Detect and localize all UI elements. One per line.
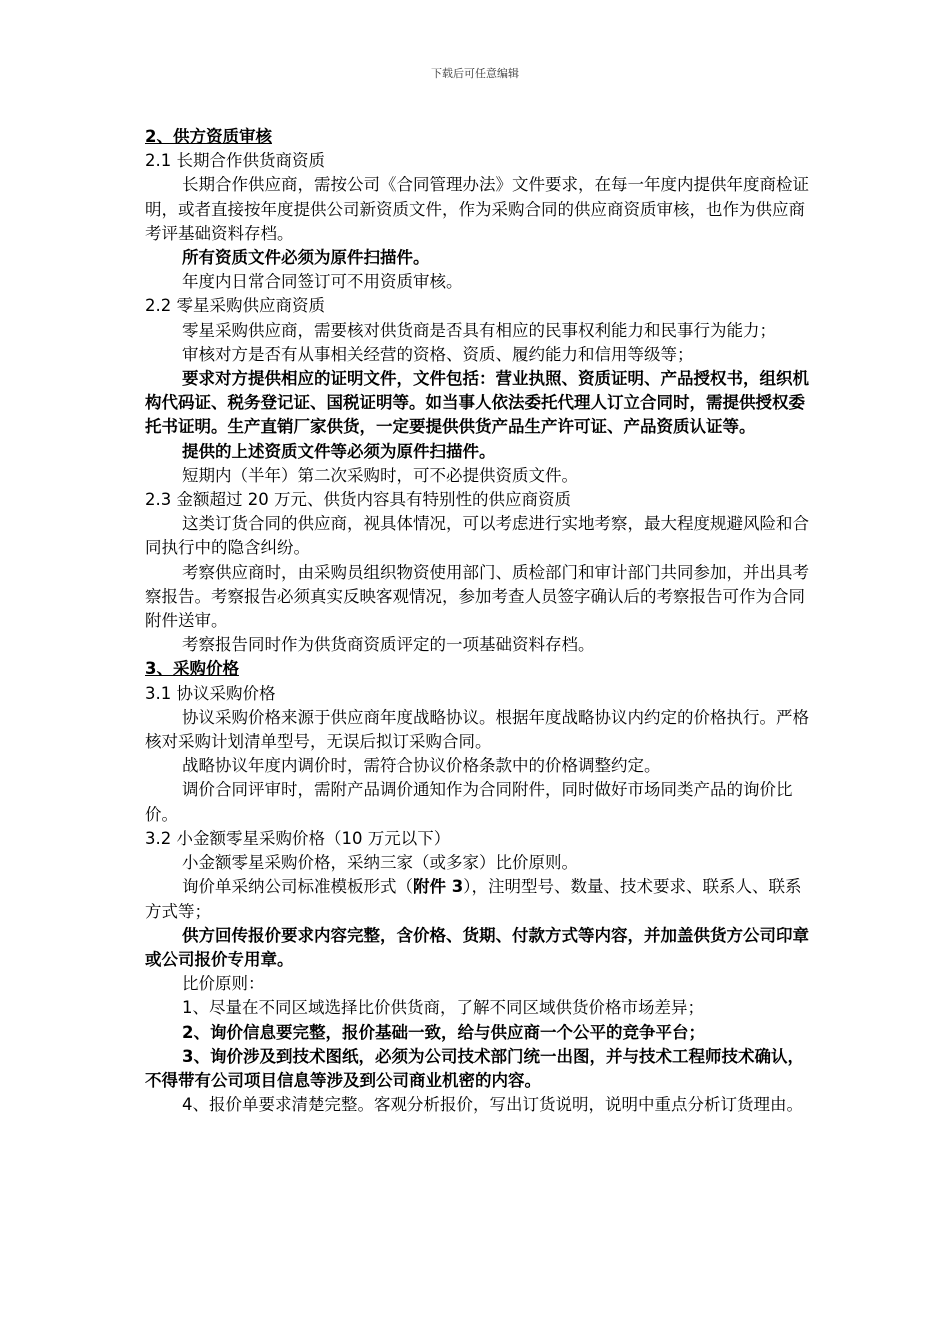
bold-paragraph: 所有资质文件必须为原件扫描件。 [182, 248, 430, 268]
subsection-heading-2-1: 2.1 长期合作供货商资质 [145, 151, 325, 171]
document-body [145, 125, 810, 1117]
list-item: 2、询价信息要完整，报价基础一致，给与供应商一个公平的竞争平台； [182, 1022, 705, 1042]
header-note: 下载后可任意编辑 [431, 67, 519, 80]
text-segment: 询价单采纳公司标准模板形式（ [182, 877, 413, 897]
section-heading-supplier-qualification: 2、供方资质审核 [145, 127, 272, 146]
paragraph: 协议采购价格来源于供应商年度战略协议。根据年度战略协议内约定的价格执行。严格核对采购计划清单型号，无误后拟订采购合同。 [145, 707, 809, 752]
paragraph: 考察供应商时，由采购员组织物资使用部门、质检部门和审计部门共同参加，并出具考察报告。考察报告必须真实反映客观情况，参加考查人员签字确认后的考察报告可作为合同附件送审。 [145, 562, 809, 631]
paragraph: 零星采购供应商，需要核对供货商是否具有相应的民事权利能力和民事行为能力； [182, 320, 776, 340]
subsection-heading-3-2: 3.2 小金额零星采购价格（10 万元以下） [145, 828, 451, 848]
bold-paragraph: 供方回传报价要求内容完整，含价格、货期、付款方式等内容，并加盖供货方公司印章或公司报价专用章。 [145, 925, 809, 969]
list-item: 3、询价涉及到技术图纸，必须为公司技术部门统一出图，并与技术工程师技术确认，不得带有公司项目信息等涉及到公司商业机密的内容。 [145, 1046, 804, 1090]
list-item: 1、尽量在不同区域选择比价供货商，了解不同区域供货价格市场差异； [182, 998, 704, 1018]
subsection-heading-2-2: 2.2 零星采购供应商资质 [145, 296, 325, 316]
paragraph: 战略协议年度内调价时，需符合协议价格条款中的价格调整约定。 [182, 756, 661, 776]
paragraph: 考察报告同时作为供货商资质评定的一项基础资料存档。 [182, 635, 595, 655]
bold-paragraph: 要求对方提供相应的证明文件，文件包括：营业执照、资质证明、产品授权书，组织机构代码证、税务登记证、国税证明等。如当事人依法委托代理人订立合同时，需提供授权委托书证明。生产直销厂家供货，一定要提供供货产品生产许可证、产品资质认证等。 [145, 369, 809, 437]
paragraph: 短期内（半年）第二次采购时，可不必提供资质文件。 [182, 465, 578, 485]
paragraph: 调价合同评审时，需附产品调价通知作为合同附件，同时做好市场同类产品的询价比价。 [145, 780, 793, 824]
subsection-heading-2-3: 2.3 金额超过 20 万元、供货内容具有特别性的供应商资质 [145, 490, 571, 510]
paragraph: 这类订货合同的供应商，视具体情况，可以考虑进行实地考察，最大程度规避风险和合同执行中的隐含纠纷。 [145, 514, 809, 558]
paragraph: 小金额零星采购价格，采纳三家（或多家）比价原则。 [182, 853, 578, 873]
bold-text-segment: 附件 3 [413, 877, 464, 897]
text-segment: ），注明型号、数量、技术要求、联系人、联系方式等； [145, 877, 802, 921]
paragraph: 比价原则： [182, 974, 265, 994]
subsection-heading-3-1: 3.1 协议采购价格 [145, 683, 276, 703]
section-heading-purchase-price: 3、采购价格 [145, 659, 239, 679]
list-item: 4、报价单要求清楚完整。客观分析报价，写出订货说明，说明中重点分析订货理由。 [182, 1095, 803, 1115]
paragraph: 年度内日常合同签订可不用资质审核。 [182, 272, 463, 292]
mixed-paragraph [145, 875, 810, 923]
paragraph: 长期合作供应商，需按公司《合同管理办法》文件要求，在每一年度内提供年度商检证明，或者直接按年度提供公司新资质文件，作为采购合同的供应商资质审核，也作为供应商考评基础资料存档。 [145, 175, 809, 243]
paragraph: 审核对方是否有从事相关经营的资格、资质、履约能力和信用等级等； [182, 344, 694, 364]
bold-paragraph: 提供的上述资质文件等必须为原件扫描件。 [182, 441, 496, 461]
